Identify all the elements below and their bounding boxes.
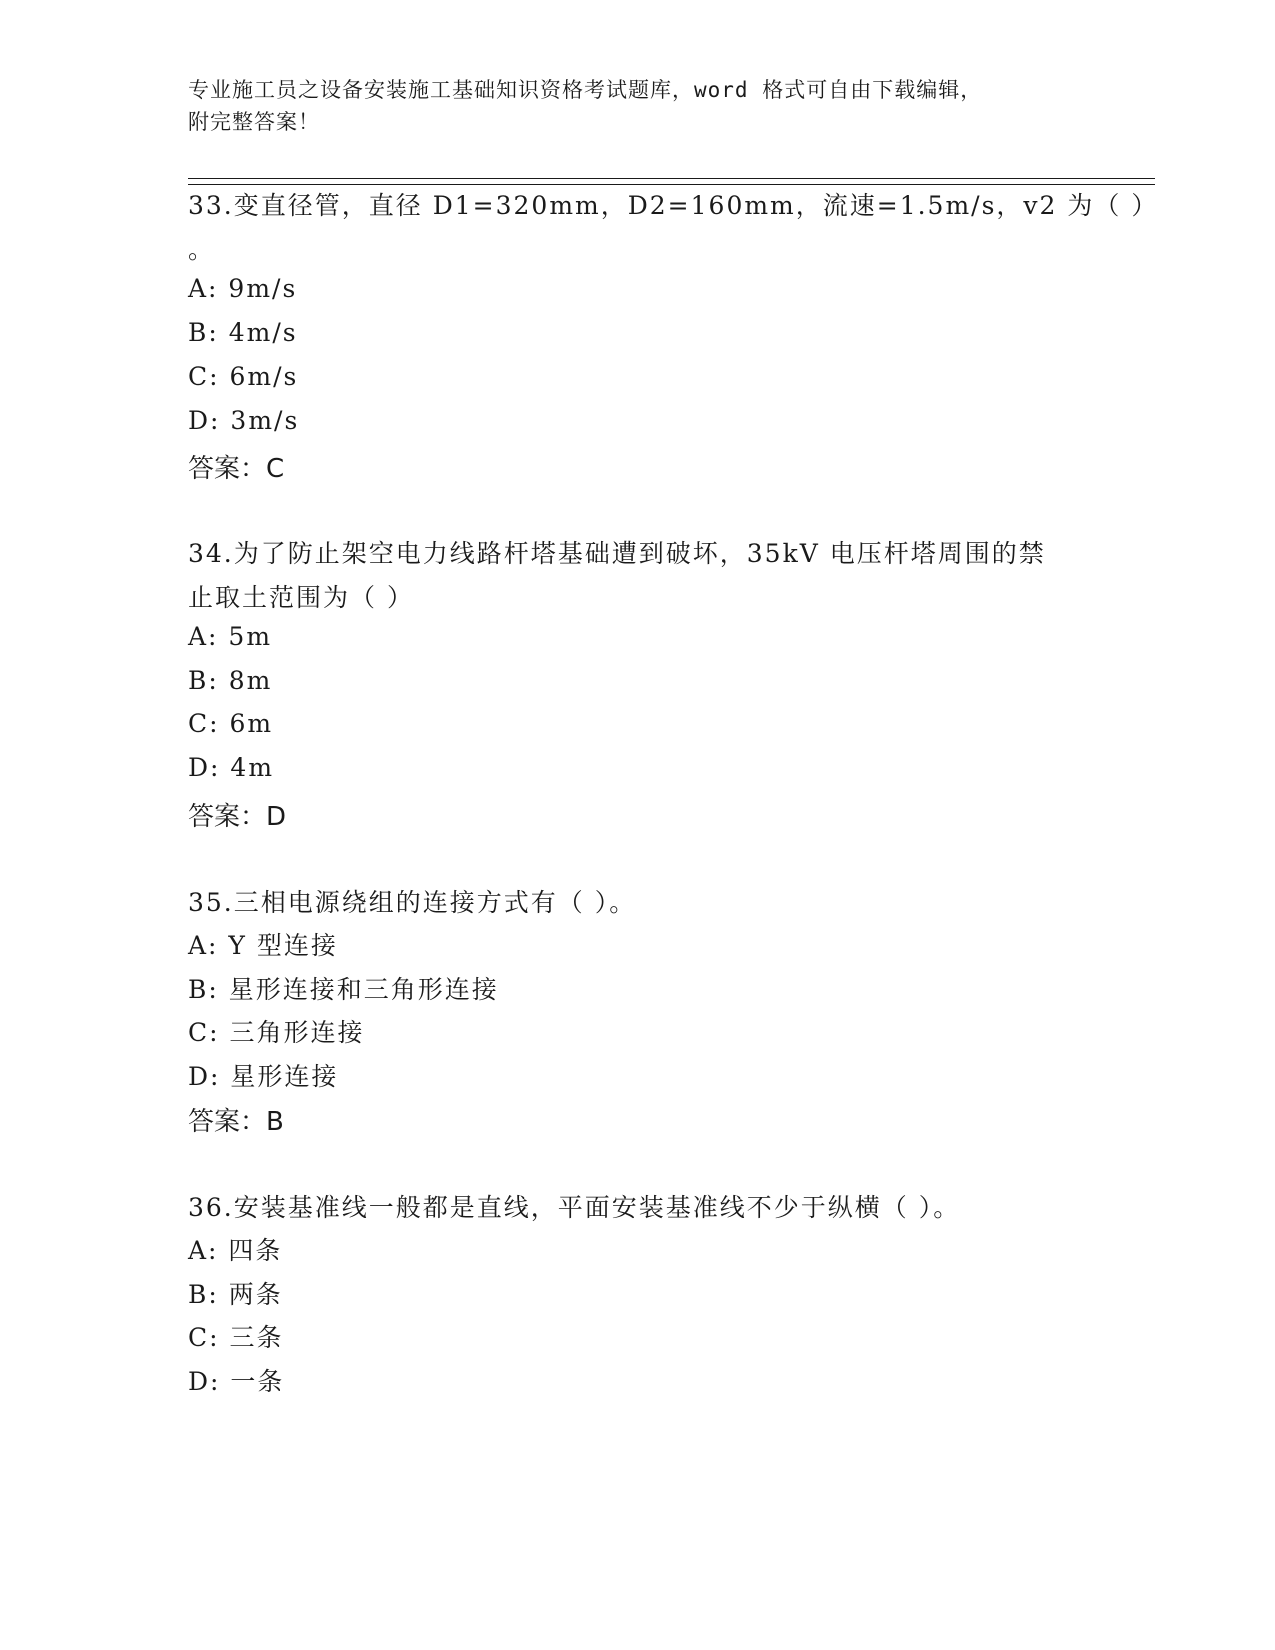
option-d: D: 3m/s: [188, 406, 300, 435]
question-text-continued: 。: [188, 235, 216, 264]
header-line-2: 附完整答案！: [188, 110, 320, 134]
answer: 答案：D: [188, 802, 287, 832]
answer: 答案：B: [188, 1107, 284, 1137]
header-double-rule: [188, 178, 1155, 185]
option-b: B: 两条: [188, 1280, 283, 1309]
option-c: C: 6m: [188, 709, 274, 738]
answer: 答案：C: [188, 454, 285, 484]
question-text-continued: 止取土范围为（ ）: [188, 583, 414, 612]
option-c: C: 6m/s: [188, 362, 299, 391]
option-a: A: Y 型连接: [188, 931, 338, 960]
option-d: D: 一条: [188, 1367, 285, 1396]
option-b: B: 星形连接和三角形连接: [188, 975, 499, 1004]
option-a: A: 四条: [188, 1236, 283, 1265]
option-c: C: 三角形连接: [188, 1018, 365, 1047]
document-header: [188, 74, 1088, 138]
option-d: D: 4m: [188, 753, 275, 782]
option-a: A: 5m: [188, 622, 273, 651]
option-a: A: 9m/s: [188, 274, 298, 303]
option-b: B: 4m/s: [188, 318, 298, 347]
question-text: 35.三相电源绕组的连接方式有（ ）。: [188, 888, 637, 917]
header-line-1: 专业施工员之设备安装施工基础知识资格考试题库，word 格式可自由下载编辑，: [188, 78, 983, 102]
option-d: D: 星形连接: [188, 1062, 339, 1091]
option-c: C: 三条: [188, 1323, 284, 1352]
question-text: 36.安装基准线一般都是直线，平面安装基准线不少于纵横（ ）。: [188, 1193, 961, 1222]
option-b: B: 8m: [188, 666, 273, 695]
question-text: 33.变直径管，直径 D1=320mm，D2=160mm，流速=1.5m/s，v2 为（ ）: [188, 191, 1159, 220]
question-text: 34.为了防止架空电力线路杆塔基础遭到破坏，35kV 电压杆塔周围的禁: [188, 539, 1046, 568]
